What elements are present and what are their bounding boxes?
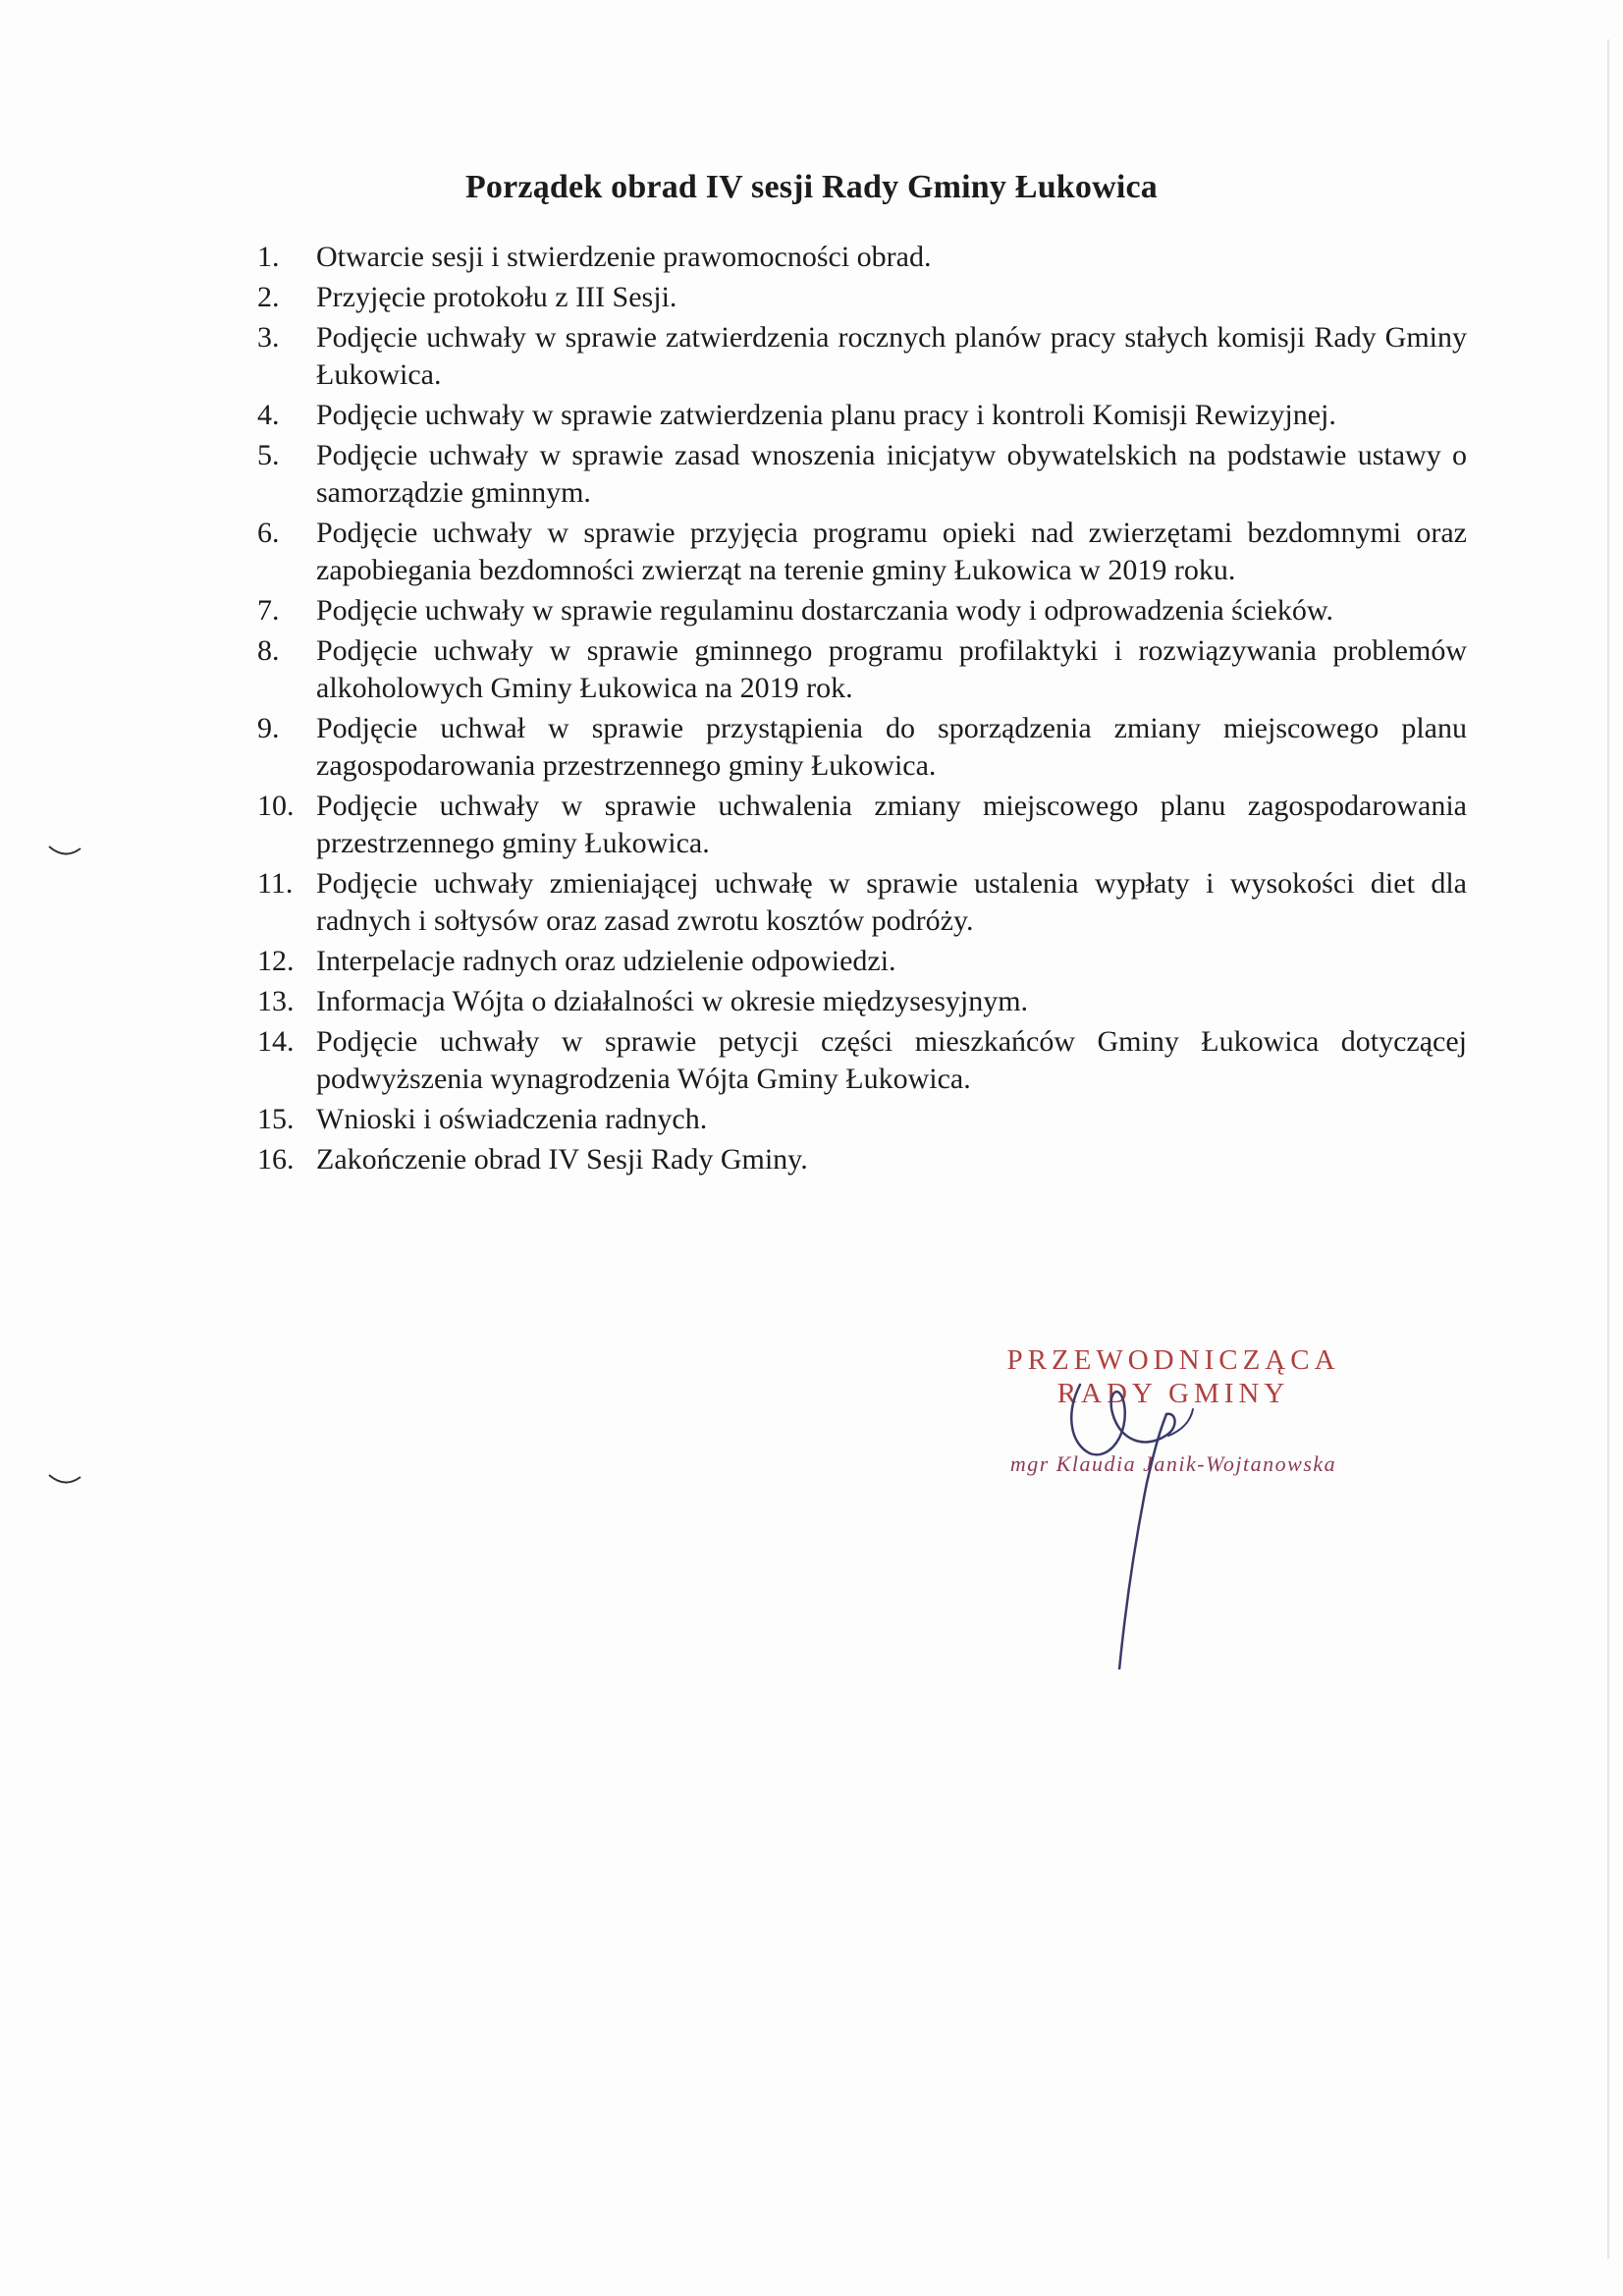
agenda-item-number: 16. (257, 1143, 295, 1175)
handwritten-signature (1021, 1375, 1276, 1669)
agenda-item-number: 5. (257, 439, 280, 471)
agenda-item (257, 1023, 1467, 1098)
agenda-item-number: 15. (257, 1103, 295, 1135)
agenda-item-text: Wnioski i oświadczenia radnych. (316, 1103, 708, 1135)
agenda-list (257, 239, 1467, 1181)
agenda-item-number: 10. (257, 790, 295, 822)
agenda-item (257, 437, 1467, 512)
punch-hole-mark-bottom (47, 1473, 82, 1487)
agenda-item (257, 1101, 1467, 1138)
agenda-item (257, 983, 1467, 1020)
agenda-item (257, 1141, 1467, 1178)
stamp-title-line1: PRZEWODNICZĄCA (1006, 1344, 1340, 1376)
agenda-item-number: 12. (257, 945, 295, 977)
agenda-item (257, 592, 1467, 629)
agenda-item-text: Interpelacje radnych oraz udzielenie odpowiedzi. (316, 945, 896, 977)
agenda-item-text: Podjęcie uchwały w sprawie zasad wnoszenia inicjatyw obywatelskich na podstawie ustawy o samorządzie gminnym. (316, 439, 1467, 509)
agenda-item-text: Zakończenie obrad IV Sesji Rady Gminy. (316, 1143, 808, 1175)
agenda-item (257, 279, 1467, 316)
agenda-item (257, 397, 1467, 434)
agenda-item-number: 8. (257, 634, 280, 667)
stamp-title-line2: RADY GMINY (1056, 1378, 1290, 1409)
agenda-item (257, 632, 1467, 707)
stamp-signatory-name: mgr Klaudia Janik-Wojtanowska (1009, 1451, 1337, 1476)
agenda-item (257, 710, 1467, 785)
agenda-item (257, 788, 1467, 862)
agenda-item-text: Podjęcie uchwały w sprawie regulaminu dostarczania wody i odprowadzenia ścieków. (316, 594, 1334, 627)
agenda-item-number: 1. (257, 241, 280, 273)
agenda-item-number: 2. (257, 281, 280, 313)
scan-edge-line (1607, 39, 1609, 2259)
agenda-item-number: 11. (257, 867, 294, 900)
agenda-item-text: Podjęcie uchwały w sprawie gminnego programu profilaktyki i rozwiązywania problemów alkoholowych Gminy Łukowica na 2019 rok. (316, 634, 1467, 704)
agenda-item-text: Podjęcie uchwały w sprawie uchwalenia zmiany miejscowego planu zagospodarowania przestrzennego gminy Łukowica. (316, 790, 1467, 859)
agenda-item-text: Podjęcie uchwały w sprawie przyjęcia programu opieki nad zwierzętami bezdomnymi oraz zapobiegania bezdomności zwierząt na terenie gminy Łukowica w 2019 roku. (316, 517, 1467, 586)
agenda-item (257, 943, 1467, 980)
agenda-item-number: 9. (257, 712, 280, 744)
agenda-item-number: 3. (257, 321, 280, 354)
agenda-item (257, 319, 1467, 394)
agenda-item-text: Przyjęcie protokołu z III Sesji. (316, 281, 677, 313)
agenda-item-text: Podjęcie uchwał w sprawie przystąpienia do sporządzenia zmiany miejscowego planu zagospodarowania przestrzennego gminy Łukowica. (316, 712, 1467, 782)
punch-hole-mark-top (47, 845, 82, 858)
agenda-item-text: Otwarcie sesji i stwierdzenie prawomocności obrad. (316, 241, 932, 273)
agenda-item-text: Podjęcie uchwały w sprawie zatwierdzenia rocznych planów pracy stałych komisji Rady Gminy Łukowica. (316, 321, 1467, 391)
agenda-item (257, 239, 1467, 276)
document-title: Porządek obrad IV sesji Rady Gminy Łukowica (464, 169, 1159, 205)
agenda-item (257, 865, 1467, 940)
agenda-item-number: 7. (257, 594, 280, 627)
agenda-item-number: 6. (257, 517, 280, 549)
agenda-item-text: Podjęcie uchwały w sprawie zatwierdzenia planu pracy i kontroli Komisji Rewizyjnej. (316, 399, 1336, 431)
agenda-item-text: Podjęcie uchwały w sprawie petycji części mieszkańców Gminy Łukowica dotyczącej podwyższenia wynagrodzenia Wójta Gminy Łukowica. (316, 1025, 1467, 1095)
agenda-item-text: Informacja Wójta o działalności w okresie międzysesyjnym. (316, 985, 1029, 1017)
agenda-item-text: Podjęcie uchwały zmieniającej uchwałę w sprawie ustalenia wypłaty i wysokości diet dla radnych i sołtysów oraz zasad zwrotu kosztów podróży. (316, 867, 1467, 937)
agenda-item-number: 14. (257, 1025, 295, 1058)
agenda-item (257, 515, 1467, 589)
agenda-item-number: 4. (257, 399, 280, 431)
agenda-item-number: 13. (257, 985, 295, 1017)
